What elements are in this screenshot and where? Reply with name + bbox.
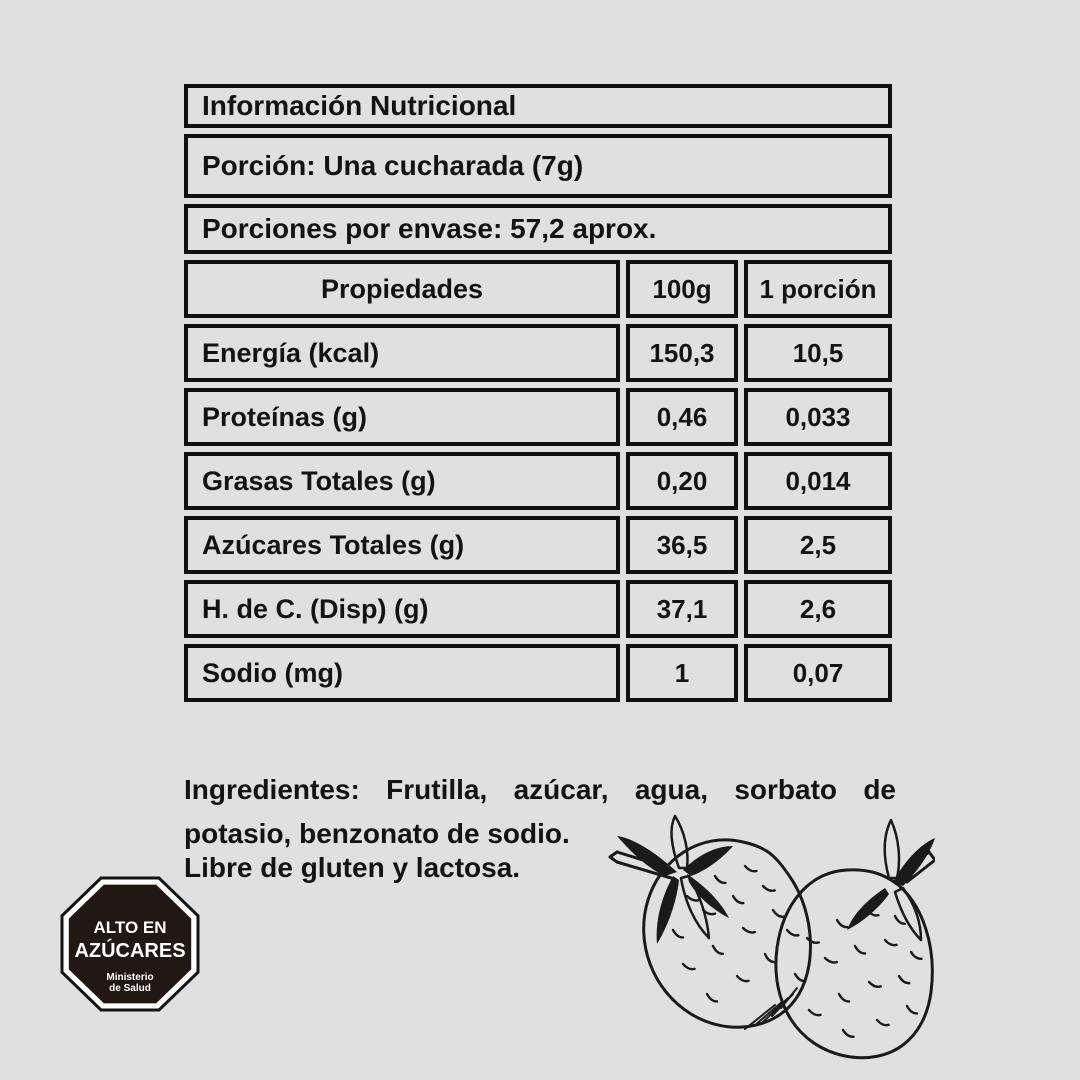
nutrition-table	[184, 84, 892, 702]
table-title: Información Nutricional	[184, 84, 892, 128]
row-value-portion: 0,07	[744, 644, 892, 702]
row-label: Sodio (mg)	[184, 644, 620, 702]
strawberries-illustration	[595, 812, 935, 1067]
row-value-portion: 2,6	[744, 580, 892, 638]
row-value-portion: 0,014	[744, 452, 892, 510]
high-sugar-warning-seal	[60, 876, 200, 1012]
row-label: H. de C. (Disp) (g)	[184, 580, 620, 638]
row-value-portion: 2,5	[744, 516, 892, 574]
table-header-row	[184, 260, 892, 318]
seal-line2: AZÚCARES	[74, 940, 186, 962]
column-header-properties: Propiedades	[184, 260, 620, 318]
left-berry-calyx	[617, 816, 733, 944]
row-value-100g: 150,3	[626, 324, 738, 382]
column-header-100g: 100g	[626, 260, 738, 318]
row-label: Energía (kcal)	[184, 324, 620, 382]
row-value-100g: 37,1	[626, 580, 738, 638]
seal-line1: ALTO EN	[93, 918, 167, 937]
table-row	[184, 388, 892, 446]
row-value-100g: 36,5	[626, 516, 738, 574]
row-label: Azúcares Totales (g)	[184, 516, 620, 574]
column-header-portion: 1 porción	[744, 260, 892, 318]
row-value-portion: 10,5	[744, 324, 892, 382]
row-value-100g: 0,20	[626, 452, 738, 510]
right-berry-seeds	[794, 909, 922, 1037]
servings-per-container-row: Porciones por envase: 57,2 aprox.	[184, 204, 892, 254]
row-label: Proteínas (g)	[184, 388, 620, 446]
table-row	[184, 516, 892, 574]
table-row	[184, 644, 892, 702]
table-row	[184, 580, 892, 638]
ingredients-label: Ingredientes:	[184, 774, 360, 805]
seal-authority-line1: Ministerio	[106, 972, 154, 983]
row-value-100g: 0,46	[626, 388, 738, 446]
row-label: Grasas Totales (g)	[184, 452, 620, 510]
gluten-lactose-free-claim: Libre de gluten y lactosa.	[184, 852, 521, 883]
table-row	[184, 324, 892, 382]
row-value-portion: 0,033	[744, 388, 892, 446]
serving-size-row: Porción: Una cucharada (7g)	[184, 134, 892, 198]
ingredients-text: Frutilla, azúcar, agua, sorbato de potasio, benzonato de sodio.	[184, 774, 896, 849]
table-row	[184, 452, 892, 510]
row-value-100g: 1	[626, 644, 738, 702]
seal-authority-line2: de Salud	[109, 983, 151, 994]
